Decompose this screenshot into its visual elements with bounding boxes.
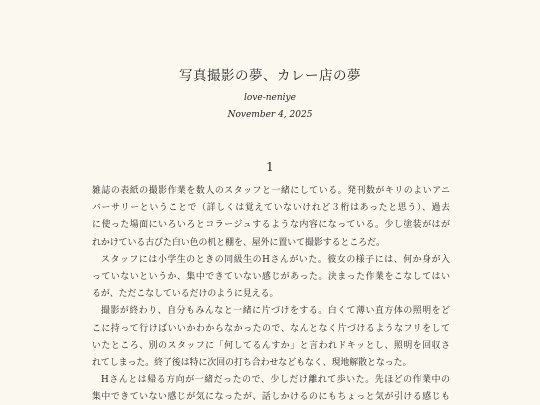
document-title: 写真撮影の夢、カレー店の夢 bbox=[179, 68, 361, 84]
paragraph-3-line: れてしまった。終了後は特に次回の打ち合わせなどもなく、現地解散となった。 bbox=[92, 357, 412, 368]
paragraph-4-line: Hさんとは帰る方向が一緒だったので、少しだけ離れて歩いた。先ほどの作業中の bbox=[101, 375, 450, 386]
paragraph-3-line: いたところ、別のスタッフに「何してるんすか」と言われドキッとし、照明を回収さ bbox=[92, 340, 450, 351]
paragraph-3-line: こに持って行けばいいかわからなかったので、なんとなく片づけるようなフリをして bbox=[92, 323, 450, 334]
paragraph-1-line: バーサリーということで（詳しくは覚えていないけれど３桁はあったと思う）、過去 bbox=[92, 203, 450, 214]
paragraph-1-line: れかけている古びた白い色の机と棚を、屋外に置いて撮影するところだ。 bbox=[92, 237, 385, 248]
body-text bbox=[92, 183, 450, 405]
document-author: love-neniye bbox=[244, 93, 296, 103]
paragraph-4-line: 集中できていない感じが気になったが、話しかけるのにもちょっと気が引ける感じも bbox=[92, 392, 450, 403]
paragraph-2-line: るが、ただこなしているだけのように見える。 bbox=[92, 289, 279, 300]
paragraph-1-line: に使った場面にいろいろとコラージュするような内容になっている。少し塗装がはが bbox=[92, 220, 450, 231]
paragraph-2-line: っていないというか、集中できていない感じがあった。決まった作業をこなしてはい bbox=[92, 271, 450, 282]
section-number: 1 bbox=[266, 160, 274, 174]
paragraph-3-line: 撮影が終わり、自分もみんなと一緒に片づけをする。白くて薄い直方体の照明をど bbox=[101, 306, 450, 317]
paragraph-2-line: スタッフには小学生のときの同級生のHさんがいた。彼女の様子には、何か身が入 bbox=[101, 254, 450, 265]
paragraph-1-line: 雑誌の表紙の撮影作業を数人のスタッフと一緒にしている。発刊数がキリのよいアニ bbox=[92, 186, 450, 196]
document-date: November 4, 2025 bbox=[227, 110, 313, 120]
